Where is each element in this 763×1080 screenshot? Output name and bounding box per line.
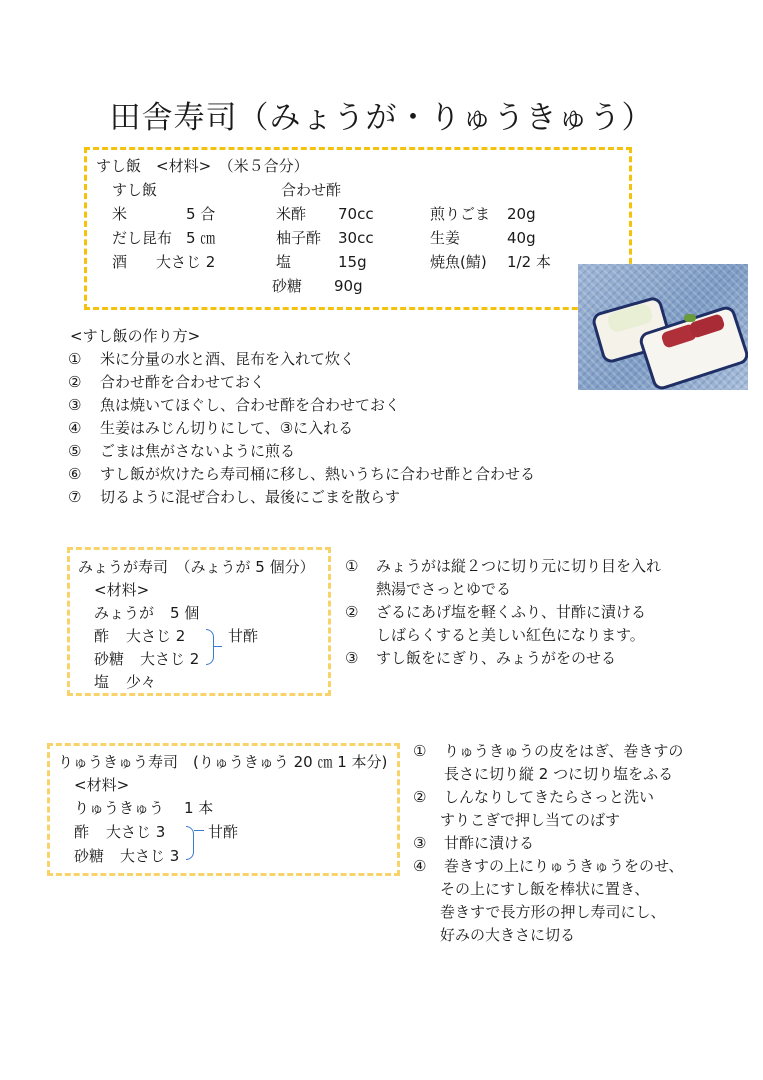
step-text: しばらくすると美しい紅色になります。 [376,626,645,644]
ingredient-name: 米 [112,205,128,223]
brace-icon [186,826,194,860]
ingredient-qty: 大さじ 2 [140,650,200,668]
step-text: その上にすし飯を棒状に置き、 [440,880,650,898]
myoga-heading: みょうが寿司 （みょうが 5 個分） [78,558,315,576]
brace-tick [214,646,222,647]
ingredient-qty: 1/2 本 [507,253,551,271]
step-text: すりこぎで押し当てのばす [440,811,621,829]
step-text: 巻きすの上にりゅうきゅうをのせ、 [444,857,684,875]
ingredient-name: 米酢 [276,205,307,223]
ingredient-qty: 5 合 [186,205,216,223]
ingredient-name: 酢 [94,627,110,645]
step-text: 生姜はみじん切りにして、③に入れる [100,419,354,437]
step-text: 熱湯でさっとゆでる [376,580,512,598]
ingredient-name: 塩 [276,253,292,271]
step-text: 米に分量の水と酒、昆布を入れて炊く [100,350,356,368]
step-text: すし飯をにぎり、みょうがをのせる [376,649,617,667]
step-number: ② [345,603,359,621]
step-number: ④ [413,857,427,875]
step-text: 巻きすで長方形の押し寿司にし、 [440,903,666,921]
ingredient-name: 砂糖 [272,277,303,295]
ingredient-name: 砂糖 [94,650,125,668]
ingredient-qty: 70cc [338,205,374,223]
ingredient-name: 柚子酢 [276,229,322,247]
sushi-photo-icon [578,264,748,390]
step-number: ① [68,350,82,368]
step-number: ③ [68,396,82,414]
ingredient-qty: 40g [507,229,536,247]
ingredient-qty: 大さじ 3 [120,847,180,865]
step-text: 好みの大きさに切る [440,926,576,944]
step-number: ④ [68,419,82,437]
step-text: 長さに切り縦 2 つに切り塩をふる [444,765,674,783]
step-number: ① [413,742,427,760]
ingredient-name: りゅうきゅう [74,799,165,817]
ingredient-name: 砂糖 [74,847,105,865]
brace-icon [206,629,214,665]
step-number: ① [345,557,359,575]
step-number: ⑦ [68,488,82,506]
awase-label: 合わせ酢 [281,181,342,199]
ingredient-name: 塩 [94,673,110,691]
ingredient-name: 生姜 [430,229,461,247]
brace-label: 甘酢 [208,823,239,841]
ryukyu-materials-label: <材料> [74,776,130,794]
ingredient-name: 酒 [112,253,128,271]
ingredient-qty: 15g [338,253,367,271]
ingredient-qty: 大さじ 2 [156,253,216,271]
ingredient-qty: 5 ㎝ [186,229,216,247]
step-text: 甘酢に漬ける [444,834,535,852]
step-number: ③ [345,649,359,667]
step-text: 合わせ酢を合わせておく [100,373,266,391]
ingredient-qty: 30cc [338,229,374,247]
step-text: 切るように混ぜ合わし、最後にごまを散らす [100,488,401,506]
ingredient-name: 酢 [74,823,90,841]
step-number: ⑥ [68,465,82,483]
ingredient-qty: 5 個 [170,604,200,622]
ingredient-name: 煎りごま [430,205,491,223]
ingredient-qty: 少々 [126,673,157,691]
ryukyu-heading: りゅうきゅう寿司 (りゅうきゅう 20 ㎝ 1 本分) [58,753,388,771]
ingredient-name: みょうが [94,604,155,622]
rice-label: すし飯 [112,181,158,199]
ingredient-qty: 20g [507,205,536,223]
brace-tick [194,830,204,831]
step-text: すし飯が炊けたら寿司桶に移し、熱いうちに合わせ酢と合わせる [100,465,536,483]
step-number: ② [413,788,427,806]
step-text: ざるにあげ塩を軽くふり、甘酢に漬ける [376,603,647,621]
leaf-garnish [684,314,696,322]
ingredient-qty: 90g [334,277,363,295]
ingredient-qty: 1 本 [184,799,214,817]
myoga-materials-label: <材料> [94,581,150,599]
page-title: 田舎寿司（みょうが・りゅうきゅう） [109,100,654,136]
method-heading: <すし飯の作り方> [70,327,201,345]
ingredient-qty: 大さじ 2 [126,627,186,645]
step-text: りゅうきゅうの皮をはぎ、巻きすの [444,742,684,760]
step-text: みょうがは縦２つに切り元に切り目を入れ [376,557,662,575]
step-number: ③ [413,834,427,852]
ingredient-name: 焼魚(鯖) [430,253,487,271]
sushi-rice-heading: すし飯 <材料> （米５合分） [96,157,309,175]
step-text: ごまは焦がさないように煎る [100,442,296,460]
step-text: 魚は焼いてほぐし、合わせ酢を合わせておく [100,396,401,414]
step-text: しんなりしてきたらさっと洗い [444,788,655,806]
ingredient-name: だし昆布 [112,229,173,247]
ingredient-qty: 大さじ 3 [106,823,166,841]
step-number: ⑤ [68,442,82,460]
brace-label: 甘酢 [228,627,259,645]
step-number: ② [68,373,82,391]
